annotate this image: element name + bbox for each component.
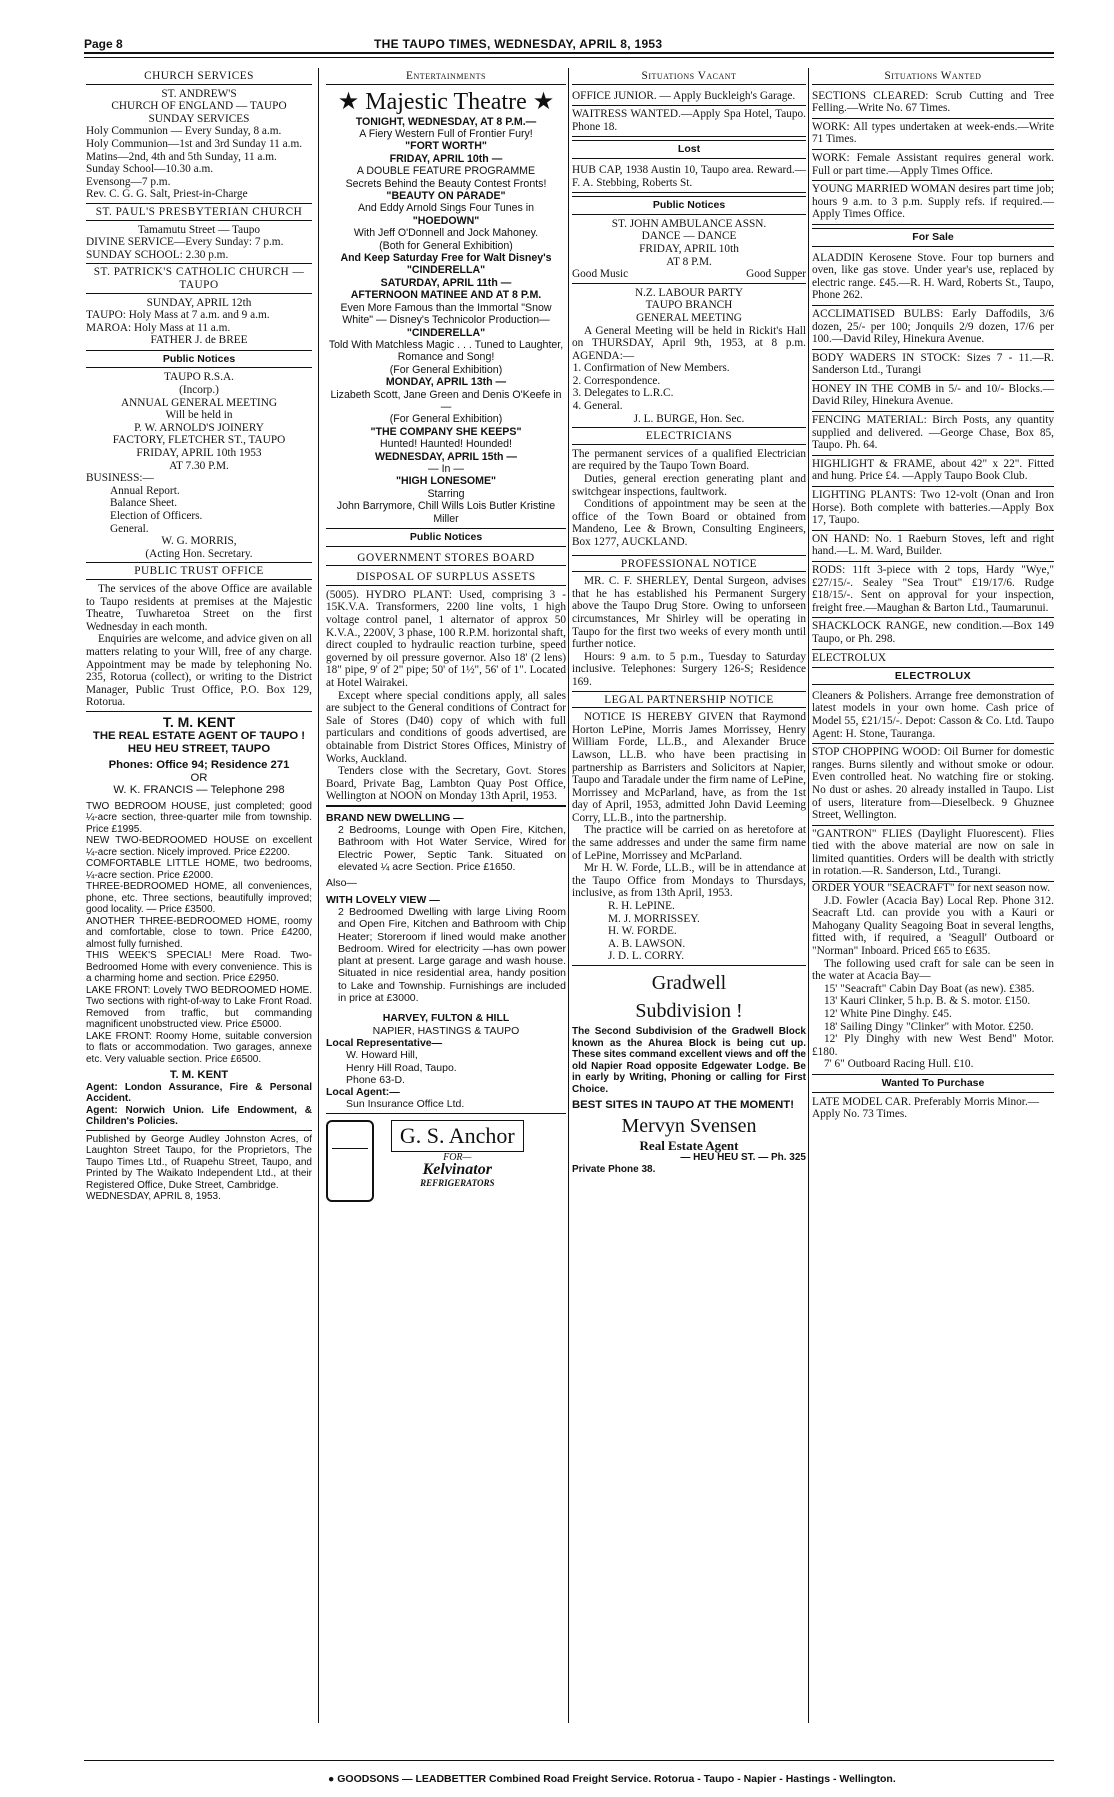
publisher-imprint: Published by George Audley Johnston Acres, of Laughton Street Taupo, for the Proprietors, The Taupo Times Ltd., of Ruapehu Street, Taupo, and Printed by The Waikato Independent Ltd., at their Registered Office, Duke Street, Cambridge. WEDNESDAY, APRIL 8, 1953. xyxy=(86,1130,312,1203)
rsa-notice: TAUPO R.S.A. (Incorp.) ANNUAL GENERAL MEETING Will be held in P. W. ARNOLD'S JOINERY FACTORY, FLETCHER ST., TAUPO FRIDAY, APRIL 10th 1953 AT 7.30 P.M. BUSINESS:— Annual Report. Balance Sheet. Election of Officers. General. W. G. MORRIS, (Acting Hon. Secretary. xyxy=(86,371,286,560)
disposal-heading: DISPOSAL OF SURPLUS ASSETS xyxy=(326,569,566,586)
public-trust-body: The services of the above Office are available to Taupo residents at premises at the Majestic Theatre, Tuwharetoa Street on the first Wednesday in each month. Enquiries are welcome, and advice given on all matters relating to your Will, free of any charge. Appointment may be made by telephoning No. 235, Rotorua (collect), or writing to the District Manager, Public Trust Office, P.O. Box 129, Rotorua. xyxy=(86,582,312,709)
public-notices-heading: Public Notices xyxy=(86,350,312,369)
st-john-ambulance: ST. JOHN AMBULANCE ASSN. DANCE — DANCE FRIDAY, APRIL 10th AT 8 P.M. Good Music Good Supper xyxy=(572,217,806,281)
seacraft-ad: ORDER YOUR "SEACRAFT" for next season now. J.D. Fowler (Acacia Bay) Local Rep. Phone 312. Seacraft Ltd. can provide you with a Kauri or Mahogany Quality Seagoing Boat in several lengths, fitted with, if required, a 'Seagull' Outboard or "Norman" Inboard. Priced £65 to £635. The following used craft for sale can be seen in the water at Acacia Bay— 15' "Seacraft" Cabin Day Boat (as new). £385. 13' Kauri Clinker, 5 h.p. B. & S. motor. £150. 12' White Pine Dinghy. £45. 18' Sailing Dingy "Clinker" with Motor. £250. 12' Ply Dinghy with new West Bend" Motor. £180. 7' 6" Outboard Racing Hull. £10. xyxy=(812,882,1054,1071)
electricians-heading: ELECTRICIANS xyxy=(572,427,806,445)
classified-ad: SHACKLOCK RANGE, new condition.—Box 149 Taupo, or Ph. 298. xyxy=(812,618,1054,649)
footer-advert: ● GOODSONS — LEADBETTER Combined Road Freight Service. Rotorua - Taupo - Napier - Hastings - Wellington. xyxy=(328,1773,896,1785)
lost-heading: Lost xyxy=(572,140,806,159)
column-1 xyxy=(86,68,312,1723)
property-listings: TWO BEDROOM HOUSE, just completed; good ¼-acre section, three-quarter mile from township. Price £1995. NEW TWO-BEDROOMED HOUSE on excellent ¼-acre section. Nicely improved. Price £2200. COMFORTABLE LITTLE HOME, two bedrooms, ¼-acre section. Price £2000. THREE-BEDROOMED HOME, all conveniences, phone, etc. Three sections, beautifully improved; good locality. — Price £3500. ANOTHER THREE-BEDROOMED HOME, roomy and comfortable, close to town. Price £4200, almost fully furnished. THIS WEEK'S SPECIAL! Mere Road. Two-Bedroomed Home with every convenience. This is a charming home and section. Price £2950. LAKE FRONT: Lovely TWO BEDROOMED HOME. Two sections with right-of-way to Lake Front Road. Removed from traffic, but commanding magnificent unobstructed view. Price £5000. LAKE FRONT: Roomy Home, suitable conversion to flats or accommodation. Two garages, annexe etc. Very valuable section. Price £6500. xyxy=(86,800,312,1065)
column-2 xyxy=(326,68,566,1723)
page-number: Page 8 xyxy=(84,37,123,51)
church-st-andrews: ST. ANDREW'S CHURCH OF ENGLAND — TAUPO SUNDAY SERVICES Holy Communion — Every Sunday, 8 a.m. Holy Communion—1st and 3rd Sunday 11 a.m. Matins—2nd, 4th and 5th Sunday, 11 a.m. Sunday School—10.30 a.m. Evensong—7 p.m. Rev. C. G. G. Salt, Priest-in-Charge xyxy=(86,87,303,201)
section-heading: CHURCH SERVICES xyxy=(86,68,312,85)
professional-notice-heading: PROFESSIONAL NOTICE xyxy=(572,555,806,573)
electrolux-heading: ELECTROLUX xyxy=(812,668,1054,685)
section-heading: Entertainments xyxy=(326,68,566,85)
wanted-to-purchase-heading: Wanted To Purchase xyxy=(812,1074,1054,1093)
classified-ad: LATE MODEL CAR. Preferably Morris Minor.—Apply No. 73 Times. xyxy=(812,1095,1040,1121)
classified-ad: ELECTROLUX xyxy=(812,650,1054,669)
govt-stores-body: (5005). HYDRO PLANT: Used, comprising 3 - 15K.V.A. Transformers, 2200 line volts, 1 high voltage control panel, 1 alternator of approx 50 K.V.A., 2200V, 3 phase, 100 R.P.M. horizontal shaft, direct coupled to hydraulic reaction turbine, speed governed by oil pressure governor. Also 18' (2 lens) 18" pipe, 9' of 2" pipe; 50' of 1½", 56' of 1". Located at Hotel Wairakei. Except where special conditions apply, all sales are subject to the General conditions of Contract for Sale of Stores (D40) copy of which with full particulars and conditions of goods advertised, are obtainable from District Stores Offices, Ministry of Works, Auckland. Tenders close with the Secretary, Govt. Stores Board, Private Bag, Lambton Quay Post Office, Wellington at NOON on Monday 13th April, 1953. xyxy=(326,588,566,803)
church-st-pauls: Tamamutu Street — Taupo DIVINE SERVICE—Every Sunday: 7 p.m. SUNDAY SCHOOL: 2.30 p.m. xyxy=(86,223,284,261)
classified-ad: SECTIONS CLEARED: Scrub Cutting and Tree Felling.—Write No. 67 Times. xyxy=(812,88,1054,119)
labour-party: N.Z. LABOUR PARTY TAUPO BRANCH GENERAL MEETING A General Meeting will be held in Rickit's Hall on THURSDAY, April 9th, 1953, at 8 p.m. AGENDA:— 1. Confirmation of New Members. 2. Correspondence. 3. Delegates to L.R.C. 4. General. J. L. BURGE, Hon. Sec. xyxy=(572,283,806,426)
kelvinator-logo: Kelvinator xyxy=(422,1161,492,1179)
classified-ad: OFFICE JUNIOR. — Apply Buckleigh's Garage. xyxy=(572,88,806,107)
anchor-ad-text: G. S. Anchor FOR— Kelvinator REFRIGERATORS xyxy=(391,1120,524,1190)
legal-partnership-heading: LEGAL PARTNERSHIP NOTICE xyxy=(572,691,806,709)
footer-rule xyxy=(84,1760,1054,1761)
gradwell-ad: Gradwell Subdivision ! The Second Subdivision of the Gradwell Block known as the Ahurea Block is being cut up. These sites command excellent views and off the old Napier Road opposite Edgewater Lodge. Be in early by Writing, Phoning or calling for First Choice. BEST SITES IN TAUPO AT THE MOMENT! Mervyn Svensen Real Estate Agent — HEU HEU ST. — Ph. 325 Private Phone 38. xyxy=(572,965,806,1175)
anchor-ad xyxy=(326,1113,566,1202)
classified-ad: ACCLIMATISED BULBS: Early Daffodils, 3/6 dozen, 25/- per 100; Jonquils 2/9 dozen, 17/6 per 100.—David Riley, Hinekura Avenue. xyxy=(812,306,1054,350)
header-rule xyxy=(84,52,1054,54)
public-trust-heading: PUBLIC TRUST OFFICE xyxy=(86,562,312,580)
bullet-icon: ● xyxy=(328,1773,335,1785)
classified-ad: ALADDIN Kerosene Stove. Four top burners and oven, like gas stove. Under year's use, replaced by electric range. £45.—R. H. Ward, Roberts St., Taupo, Phone 262. xyxy=(812,250,1054,306)
column-divider xyxy=(568,68,569,1723)
church-st-patricks: SUNDAY, APRIL 12th TAUPO: Holy Mass at 7 a.m. and 9 a.m. MAROA: Holy Mass at 11 a.m. FATHER J. de BREE xyxy=(86,296,270,347)
majestic-theatre-title: ★ Majestic Theatre ★ xyxy=(337,88,555,115)
classified-ad: YOUNG MARRIED WOMAN desires part time job; hours 9 a.m. to 3 p.m. Supply refs. if required.— Apply Times Office. xyxy=(812,181,1054,225)
real-estate-ad: BRAND NEW DWELLING — 2 Bedrooms, Lounge with Open Fire, Kitchen, Bathroom with Hot Water Service, Wired for Electric Power, Septic Tank. Situated on elevated ¼ acre Section. Price £1650. Also— WITH LOVELY VIEW — 2 Bedroomed Dwelling with large Living Room and Open Fire, Kitchen and Bathroom with Chip Heater; Storeroom if lined would make another Bedroom. Wired for electricity —has own power plant at present. Large garage and wash house. Situated in nice residential area, handy position to Lake and Township. Furnishings are included in price at £3000. HARVEY, FULTON & HILL NAPIER, HASTINGS & TAUPO Local Representative— W. Howard Hill, Henry Hill Road, Taupo. Phone 63-D. Local Agent:— Sun Insurance Office Ltd. xyxy=(326,805,566,1111)
classified-ad: Cleaners & Polishers. Arrange free demonstration of latest models in your own home. Cash price of Model 55, £21/15/-. Depot: Casson & Co. Ltd. Taupo Agent: H. Stone, Tauranga. xyxy=(812,688,1054,744)
classified-ad: HONEY IN THE COMB in 5/- and 10/- Blocks.—David Riley, Hinekura Avenue. xyxy=(812,381,1054,412)
header-rule-thin xyxy=(84,57,1054,58)
classified-ad: FENCING MATERIAL: Birch Posts, any quantity supplied and delivered. —George Chase, Box 85, Taupo. Ph. 64. xyxy=(812,412,1054,456)
legal-partnership-body: NOTICE IS HEREBY GIVEN that Raymond Horton LePine, Morris James Morrissey, Henry William Forde, LL.B., and Alexander Bruce Lawson, LL.B. who have been practising in partnership as Barristers and Solicitors at Napier, Taupo and Taradale under the firm name of LePine, Morrissey and McParland, have, as from the 1st day of April, 1953, admitted John David Leeming Corry, LL.B., into the partnership. The practice will be carried on as heretofore at the same addresses and under the same firm name of LePine, Morrissey and McParland. Mr H. W. Forde, LL.B., will be in attendance at the Taupo Office from Mondays to Thursdays, inclusive, as from 13th April, 1953. R. H. LePINE. M. J. MORRISSEY. H. W. FORDE. A. B. LAWSON. J. D. L. CORRY. xyxy=(572,711,806,963)
column-4 xyxy=(812,68,1054,1723)
professional-notice-body: MR. C. F. SHERLEY, Dental Surgeon, advises that he has established his Permanent Surgery above the Taupo Drug Store. Owing to unforseen circumstances, Mr Shirley will be operating in Taupo for the first two weeks of every month until further notice. Hours: 9 a.m. to 5 p.m., Tuesday to Saturday inclusive. Telephones: Surgery 126-S; Residence 169. xyxy=(572,575,806,688)
classified-ad: ON HAND: No. 1 Raeburn Stoves, left and right hand.—L. M. Ward, Builder. xyxy=(812,531,1054,562)
classified-ad: LIGHTING PLANTS: Two 12-volt (Onan and Iron Horse). Both complete with batteries.—Apply Box 17, Taupo. xyxy=(812,487,1054,531)
masthead: THE TAUPO TIMES, WEDNESDAY, APRIL 8, 1953 xyxy=(374,37,663,51)
situations-vacant-heading: Situations Vacant xyxy=(572,68,806,85)
tm-kent-ad: T. M. KENT THE REAL ESTATE AGENT OF TAUPO ! HEU HEU STREET, TAUPO Phones: Office 94; Residence 271 OR W. K. FRANCIS — Telephone 298 TWO BEDROOM HOUSE, just completed; good ¼-acre section, three-quarter mile from township. Price £1995. NEW TWO-BEDROOMED HOUSE on excellent ¼-acre section. Nicely improved. Price £2200. COMFORTABLE LITTLE HOME, two bedrooms, ¼-acre section. Price £2000. THREE-BEDROOMED HOME, all conveniences, phone, etc. Three sections, beautifully improved; good locality. — Price £3500. ANOTHER THREE-BEDROOMED HOME, roomy and comfortable, close to town. Price £4200, almost fully furnished. THIS WEEK'S SPECIAL! Mere Road. Two-Bedroomed Home with every convenience. This is a charming home and section. Price £2950. LAKE FRONT: Lovely TWO BEDROOMED HOME. Two sections with right-of-way to Lake Front Road. Removed from traffic, but commanding magnificent unobstructed view. Price £5000. LAKE FRONT: Roomy Home, suitable conversion to flats or accommodation. Two garages, annexe etc. Very valuable section. Price £6500. T. M. KENT Agent: London Assurance, Fire & Personal Accident. Agent: Norwich Union. Life Endowment, & Children's Policies. xyxy=(86,711,312,1128)
public-notices-heading: Public Notices xyxy=(326,528,566,547)
church-st-patricks-title: ST. PATRICK'S CATHOLIC CHURCH — TAUPO xyxy=(86,263,312,293)
church-st-pauls-title: ST. PAUL'S PRESBYTERIAN CHURCH xyxy=(86,203,312,221)
classified-ad: RODS: 11ft 3-piece with 2 tops, Hardy "Wye," £27/15/-. Sealey "Sea Trout" £19/17/6. Rudge £18/15/-. Sent on approval for your inspection, freight free.—Maughan & Barton Ltd., Taumarunui. xyxy=(812,562,1054,618)
classified-ad: STOP CHOPPING WOOD: Oil Burner for domestic ranges. Burns silently and without smoke or odour. Even controlled heat. No watching fire or stoking. No dust or ashes. 20 already installed in Taupo. List of users, literature from—Dieselbeck. 9 Ghuznee Street, Wellington. xyxy=(812,744,1054,826)
situations-wanted-heading: Situations Wanted xyxy=(812,68,1054,85)
classified-ad: BODY WADERS IN STOCK: Sizes 7 - 11.—R. Sanderson Ltd., Turangi xyxy=(812,350,1054,381)
for-sale-heading: For Sale xyxy=(812,228,1054,247)
classified-ad: "GANTRON" FLIES (Daylight Fluorescent). Flies tied with the above material are now on sale in limited quantities. Orders will be dealth with strictly in rotation.—R. Sanderson, Ltd., Turangi. xyxy=(812,826,1054,882)
classified-ad: HIGHLIGHT & FRAME, about 42" x 22". Fitted and hung. Price £4. —Apply Taupo Book Club. xyxy=(812,456,1054,487)
column-divider xyxy=(808,68,809,1723)
film-listings: TONIGHT, WEDNESDAY, AT 8 P.M.— A Fiery Western Full of Frontier Fury! "FORT WORTH" FRIDAY, APRIL 10th — A DOUBLE FEATURE PROGRAMME Secrets Behind the Beauty Contest Fronts! "BEAUTY ON PARADE" And Eddy Arnold Sings Four Tunes in "HOEDOWN" With Jeff O'Donnell and Jock Mahoney. (Both for General Exhibition) And Keep Saturday Free for Walt Disney's "CINDERELLA" SATURDAY, APRIL 11th — AFTERNOON MATINEE AND AT 8 P.M. Even More Famous than the Immortal "Snow White" — Disney's Technicolor Production— "CINDERELLA" Told With Matchless Magic . . . Tuned to Laughter, Romance and Song! (For General Exhibition) MONDAY, APRIL 13th — Lizabeth Scott, Jane Green and Denis O'Keefe in — (For General Exhibition) "THE COMPANY SHE KEEPS" Hunted! Haunted! Hounded! WEDNESDAY, APRIL 15th — — In — "HIGH LONESOME" Starring John Barrymore, Chill Wills Lois Butler Kristine Miller xyxy=(328,115,564,525)
column-divider xyxy=(318,68,319,1723)
classified-ad: WAITRESS WANTED.—Apply Spa Hotel, Taupo. Phone 18. xyxy=(572,106,806,137)
classified-ad: WORK: Female Assistant requires general work. Full or part time.—Apply Times Office. xyxy=(812,150,1054,181)
govt-stores-heading: GOVERNMENT STORES BOARD xyxy=(326,550,566,567)
classified-ad: WORK: All types undertaken at week-ends.—Write 71 Times. xyxy=(812,119,1054,150)
electricians-body: The permanent services of a qualified Electrician are required by the Taupo Town Board. Duties, general erection generating plant and switchgear inspections, faultwork. Conditions of appointment may be seen at the office of the Town Board or obtained from Mandeno, Lee & Brown, Consulting Engineers, Box 1277, AUCKLAND. xyxy=(572,447,806,548)
classified-ad: HUB CAP, 1938 Austin 10, Taupo area. Reward.—F. A. Stebbing, Roberts St. xyxy=(572,162,806,193)
refrigerator-icon xyxy=(326,1120,374,1202)
public-notices-heading: Public Notices xyxy=(572,196,806,215)
agenda-list: 1. Confirmation of New Members. 2. Correspondence. 3. Delegates to L.R.C. 4. General. xyxy=(572,362,806,412)
column-3 xyxy=(572,68,806,1723)
